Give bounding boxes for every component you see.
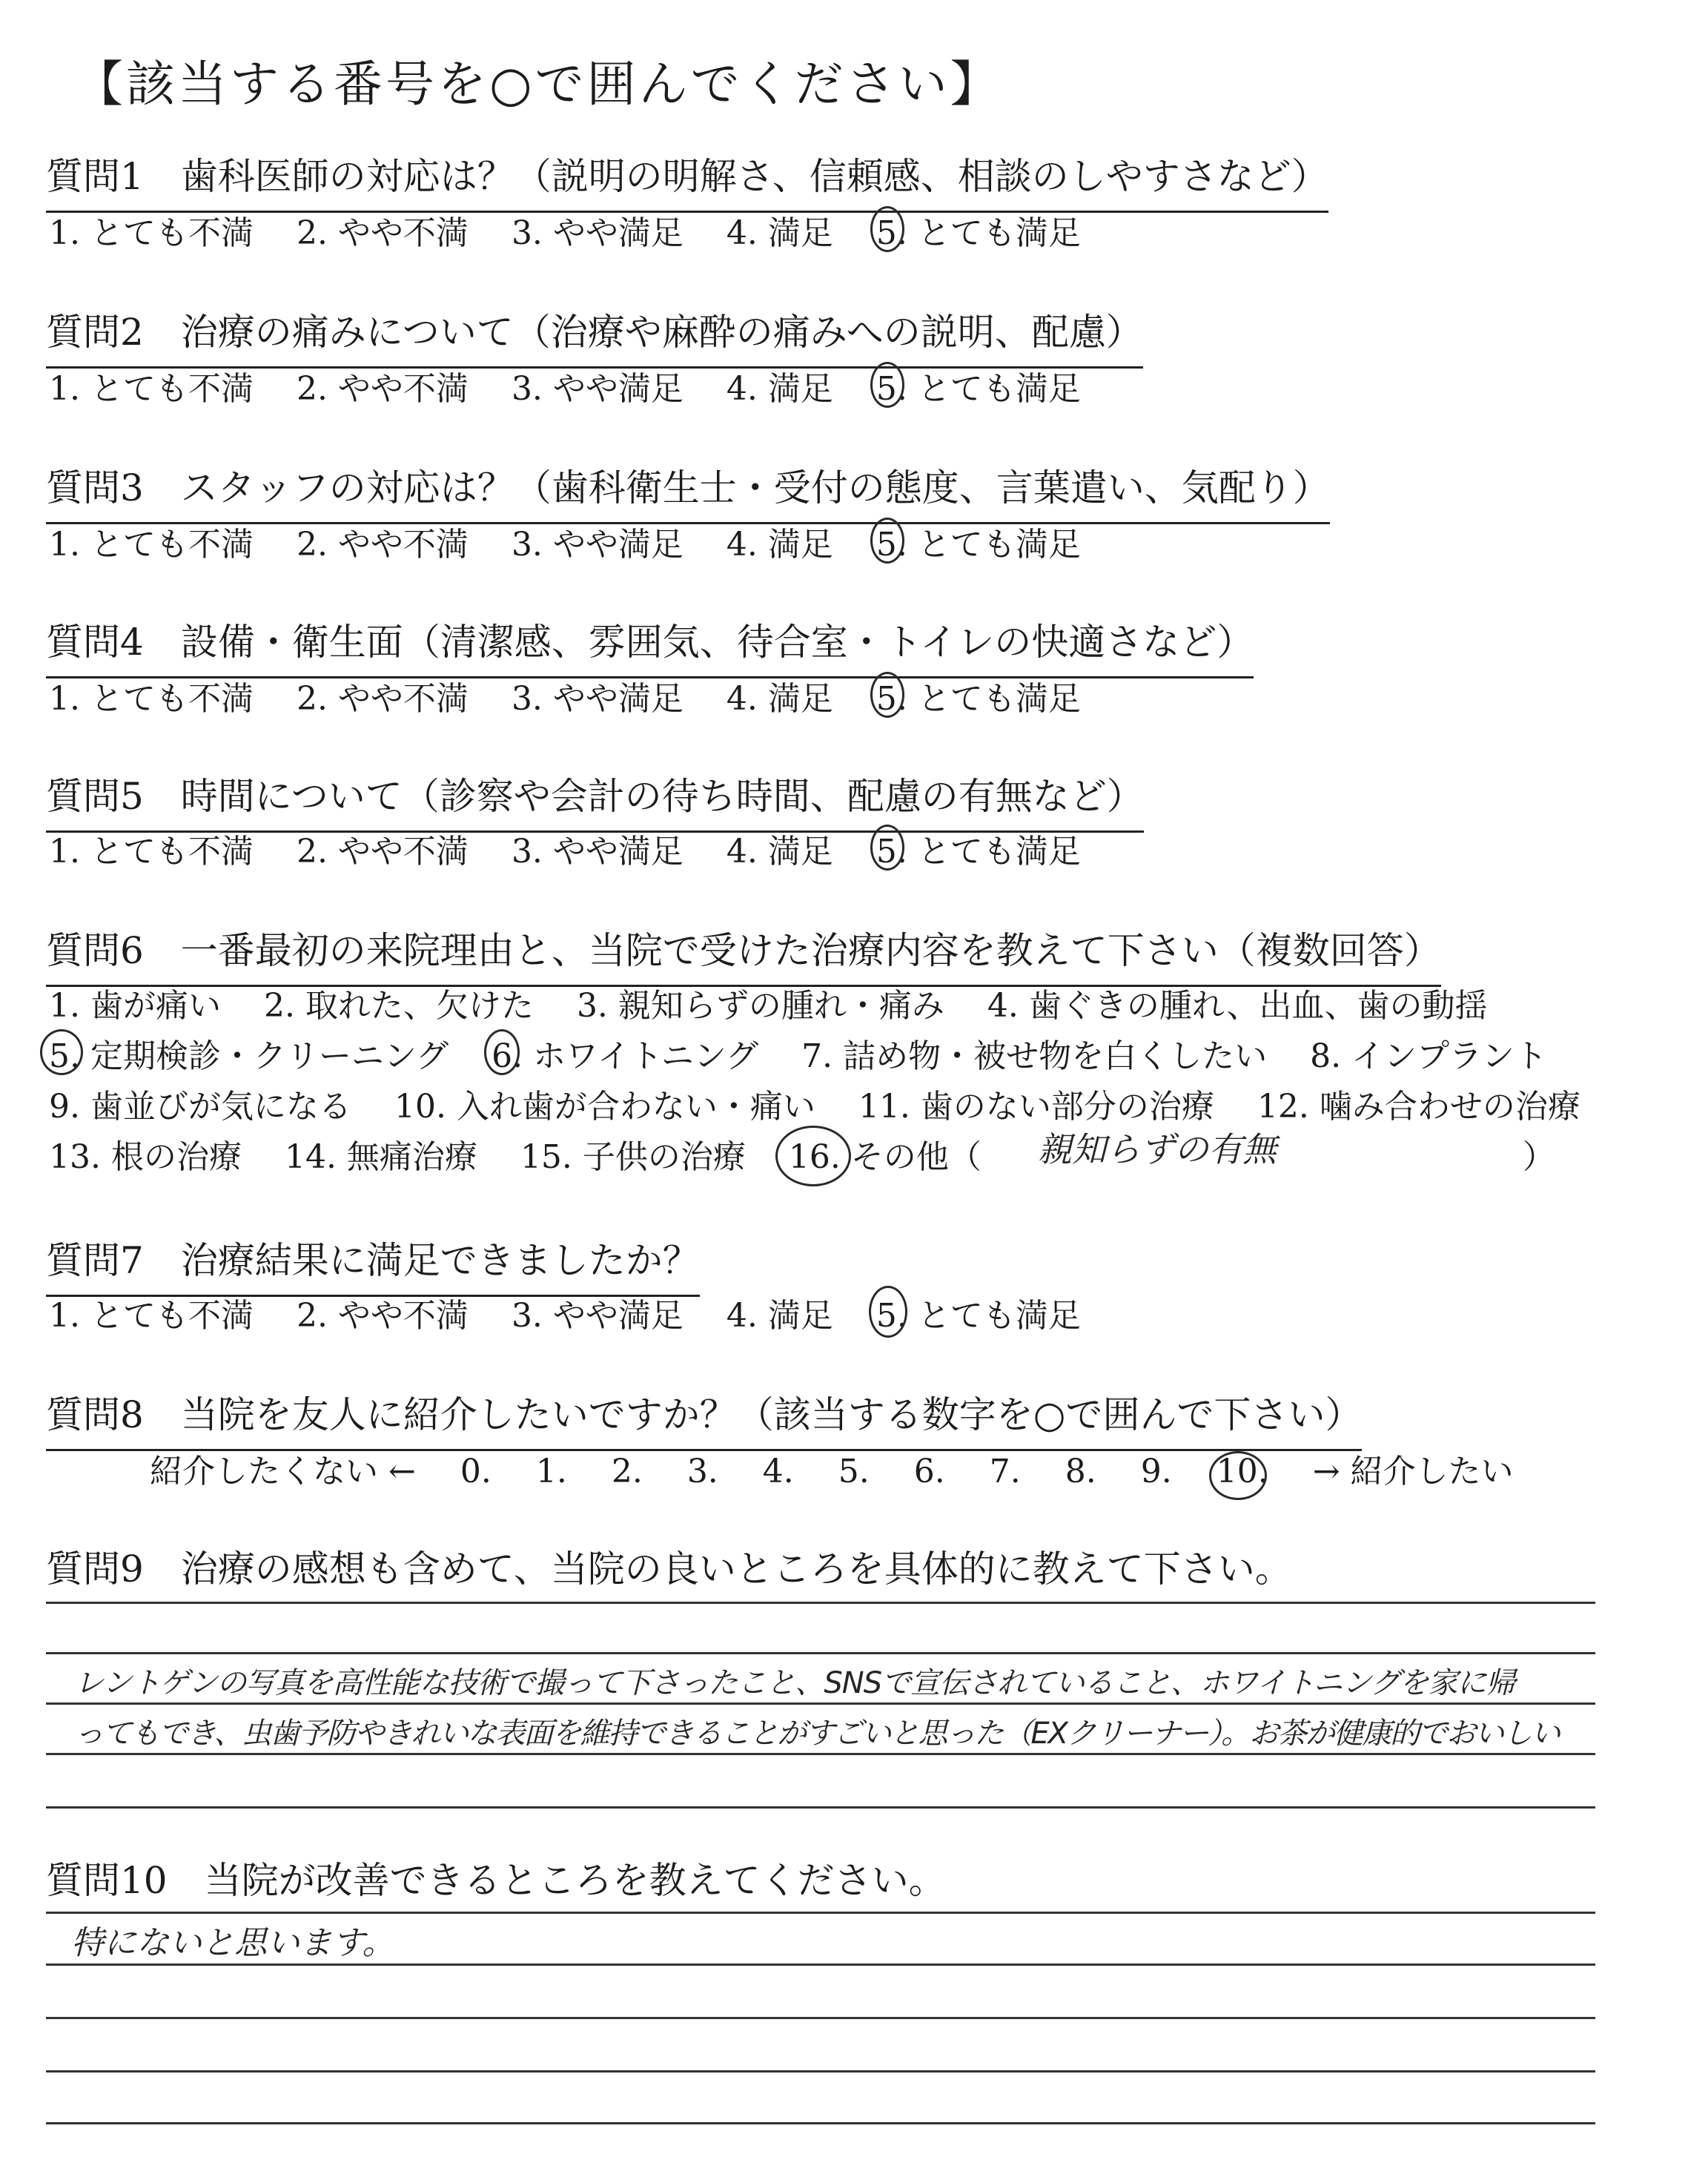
q6-option-1[interactable]: 1. 歯が痛い [49, 987, 221, 1025]
q2-option-3[interactable]: 3. やや満足 [511, 370, 683, 408]
q6-option-6-selected[interactable]: 6. ホワイトニング [491, 1029, 758, 1077]
q6-option-9[interactable]: 9. 歯並びが気になる [49, 1088, 351, 1126]
q1-option-4[interactable]: 4. 満足 [726, 214, 833, 252]
q4-option-3[interactable]: 3. やや満足 [511, 680, 683, 718]
q10-handwritten-answer[interactable]: 特にないと思います。 [71, 1924, 395, 1962]
q8-scale-3[interactable]: 3. [686, 1453, 718, 1490]
q8-scale-1[interactable]: 1. [535, 1453, 567, 1490]
q3-option-1[interactable]: 1. とても不満 [49, 526, 254, 564]
q8-scale-8[interactable]: 8. [1065, 1453, 1096, 1490]
q6-options-row-3 [49, 1080, 1580, 1127]
q5-title: 質問5 時間について（診察や会計の待ち時間、配慮の有無など） [46, 767, 1144, 833]
q10-answer-line [46, 1912, 1595, 1914]
q6-options-row-2 [49, 1029, 1547, 1077]
q2-option-4[interactable]: 4. 満足 [726, 370, 833, 408]
q8-title: 質問8 当院を友人に紹介したいですか？（該当する数字を○で囲んで下さい） [46, 1385, 1362, 1451]
q10-answer-line [46, 2122, 1595, 2124]
q6-title: 質問6 一番最初の来院理由と、当院で受けた治療内容を教えて下さい（複数回答） [46, 921, 1441, 987]
q3-option-5-selected[interactable]: 5. とても満足 [876, 518, 1081, 565]
q9-answer-line [46, 1806, 1595, 1809]
q4-title: 質問4 設備・衛生面（清潔感、雰囲気、待合室・トイレの快適さなど） [46, 612, 1254, 678]
q3-option-4[interactable]: 4. 満足 [726, 526, 833, 564]
q1-title: 質問1 歯科医師の対応は？（説明の明解さ、信頼感、相談のしやすさなど） [46, 147, 1328, 213]
q6-option-14[interactable]: 14. 無痛治療 [284, 1138, 477, 1176]
q8-scale-7[interactable]: 7. [989, 1453, 1021, 1490]
q1-option-5-selected[interactable]: 5. とても満足 [876, 206, 1081, 254]
q4-option-5-selected[interactable]: 5. とても満足 [876, 672, 1081, 719]
q10-title: 質問10 当院が改善できるところを教えてください。 [46, 1859, 946, 1902]
q5-option-3[interactable]: 3. やや満足 [511, 833, 683, 871]
q3-option-3[interactable]: 3. やや満足 [511, 526, 683, 564]
q2-option-2[interactable]: 2. やや不満 [296, 370, 469, 408]
q6-other-close-paren: ） [1522, 1138, 1555, 1176]
q1-option-1[interactable]: 1. とても不満 [49, 214, 254, 252]
q1-options [49, 206, 1081, 254]
page-heading: 【該当する番号を○で囲んでください】 [74, 56, 1002, 113]
q7-title: 質問7 治療結果に満足できましたか？ [46, 1231, 700, 1297]
q5-option-1[interactable]: 1. とても不満 [49, 833, 254, 871]
q6-option-15[interactable]: 15. 子供の治療 [520, 1138, 746, 1176]
q2-option-5-selected[interactable]: 5. とても満足 [876, 362, 1081, 409]
q6-option-5-selected[interactable]: 5. 定期検診・クリーニング [49, 1029, 448, 1077]
q2-option-1[interactable]: 1. とても不満 [49, 370, 254, 408]
q6-option-4[interactable]: 4. 歯ぐきの腫れ、出血、歯の動揺 [987, 987, 1488, 1025]
q8-scale-9[interactable]: 9. [1140, 1453, 1172, 1490]
q10-answer-line [46, 2070, 1595, 2073]
q8-scale [150, 1444, 1514, 1492]
q3-options [49, 518, 1081, 565]
q8-scale-10-selected[interactable]: 10. [1217, 1453, 1268, 1490]
q5-option-5-selected[interactable]: 5. とても満足 [876, 825, 1081, 872]
q6-other-handwritten-answer[interactable]: 親知らずの有無 [1038, 1129, 1277, 1169]
q6-option-12[interactable]: 12. 噛み合わせの治療 [1257, 1088, 1580, 1126]
q7-options [49, 1289, 1081, 1336]
q7-option-1[interactable]: 1. とても不満 [49, 1297, 254, 1335]
q9-answer-line [46, 1702, 1595, 1705]
q2-title: 質問2 治療の痛みについて（治療や麻酔の痛みへの説明、配慮） [46, 303, 1143, 369]
q1-option-2[interactable]: 2. やや不満 [296, 214, 469, 252]
q8-scale-5[interactable]: 5. [838, 1453, 870, 1490]
q6-option-16-selected[interactable]: 16. その他（ ） [789, 1130, 1555, 1178]
q6-option-2[interactable]: 2. 取れた、欠けた [263, 987, 534, 1025]
q10-answer-line [46, 2017, 1595, 2019]
q6-option-13[interactable]: 13. 根の治療 [49, 1138, 242, 1176]
q7-option-4[interactable]: 4. 満足 [726, 1297, 833, 1335]
q6-option-7[interactable]: 7. 詰め物・被せ物を白くしたい [801, 1037, 1268, 1075]
q6-option-3[interactable]: 3. 親知らずの腫れ・痛み [576, 987, 944, 1025]
q8-right-label: → 紹介したい [1312, 1453, 1514, 1490]
q9-answer-line [46, 1652, 1595, 1654]
q8-scale-6[interactable]: 6. [913, 1453, 945, 1490]
q4-option-2[interactable]: 2. やや不満 [296, 680, 469, 718]
q2-options [49, 362, 1081, 409]
q5-options [49, 825, 1081, 872]
q9-answer-line [46, 1753, 1595, 1755]
q1-option-3[interactable]: 3. やや満足 [511, 214, 683, 252]
q6-options-row-1 [49, 979, 1488, 1026]
q9-handwritten-answer-line-1[interactable]: レントゲンの写真を高性能な技術で撮って下さったこと、SNSで宣伝されていること、ホワイトニングを家に帰 [74, 1666, 1515, 1700]
q5-option-4[interactable]: 4. 満足 [726, 833, 833, 871]
q4-option-1[interactable]: 1. とても不満 [49, 680, 254, 718]
q7-option-3[interactable]: 3. やや満足 [511, 1297, 683, 1335]
q6-option-8[interactable]: 8. インプラント [1310, 1037, 1548, 1075]
q6-options-row-4 [49, 1130, 1555, 1178]
q7-option-5-selected[interactable]: 5. とても満足 [876, 1289, 1081, 1336]
q8-scale-0[interactable]: 0. [460, 1453, 491, 1490]
q6-option-10[interactable]: 10. 入れ歯が合わない・痛い [394, 1088, 815, 1126]
q8-scale-4[interactable]: 4. [762, 1453, 794, 1490]
q4-options [49, 672, 1081, 719]
q8-left-label: 紹介したくない ← [150, 1453, 416, 1490]
q8-scale-2[interactable]: 2. [611, 1453, 643, 1490]
q5-option-2[interactable]: 2. やや不満 [296, 833, 469, 871]
q3-title: 質問3 スタッフの対応は？（歯科衛生士・受付の態度、言葉遣い、気配り） [46, 458, 1330, 524]
q9-answer-line [46, 1602, 1595, 1604]
q3-option-2[interactable]: 2. やや不満 [296, 526, 469, 564]
q4-option-4[interactable]: 4. 満足 [726, 680, 833, 718]
q7-option-2[interactable]: 2. やや不満 [296, 1297, 469, 1335]
q6-option-11[interactable]: 11. 歯のない部分の治療 [858, 1088, 1214, 1126]
q9-handwritten-answer-line-2[interactable]: ってもでき、虫歯予防やきれいな表面を維持できることがすごいと思った（EXクリーナー）。お茶が健康的でおいしい [74, 1717, 1560, 1751]
q9-title: 質問9 治療の感想も含めて、当院の良いところを具体的に教えて下さい。 [46, 1548, 1292, 1591]
q10-answer-line [46, 1964, 1595, 1966]
